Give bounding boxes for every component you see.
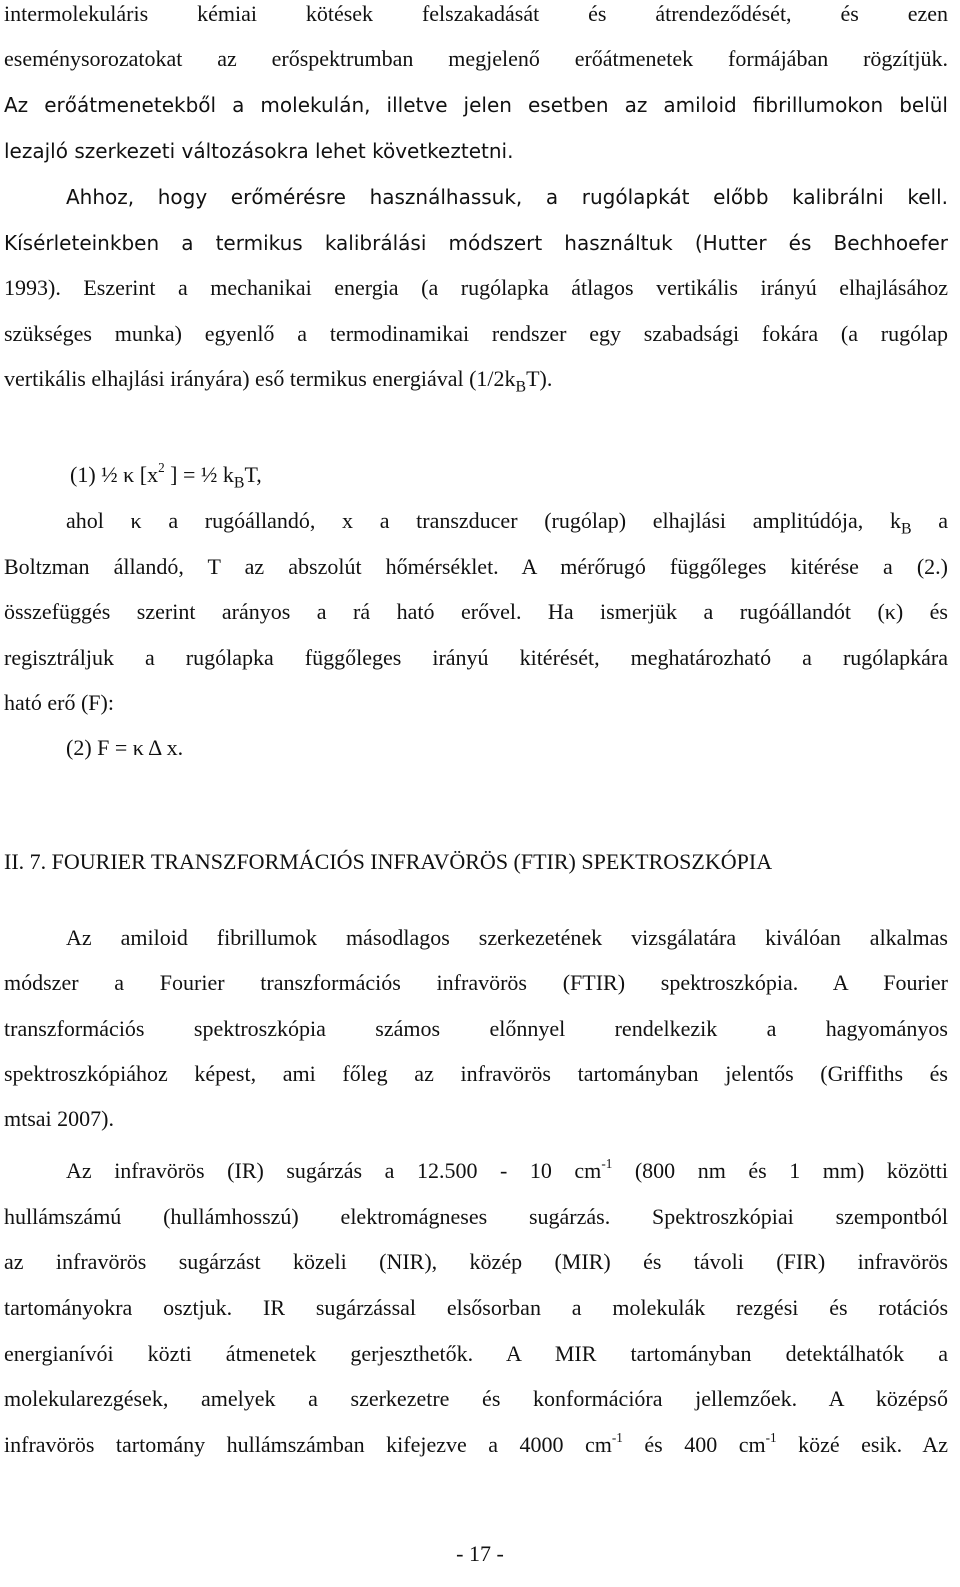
text-line: ahol κ a rugóállandó, x a transzducer (rugólap) elhajlási amplitúdója, $k_B$ a <box>66 508 948 538</box>
text-line: eseménysorozatokat az erőspektrumban megjelenő erőátmenetek formájában rögzítjük. <box>4 46 948 71</box>
text-line: Az erőátmenetekből a molekulán, illetve jelen esetben az amiloid fibrillumokon belül <box>4 93 948 117</box>
text-line: Kísérleteinkben a termikus kalibrálási módszert használtuk (Hutter és Bechhoefer <box>4 231 948 255</box>
text-line: ható erő (F): <box>4 690 114 715</box>
text-line: összefüggés szerint arányos a rá ható erővel. Ha ismerjük a rugóállandót (κ) és <box>4 599 948 624</box>
text-line: hullámszámú (hullámhosszú) elektromágneses sugárzás. Spektroszkópiai szempontból <box>4 1204 948 1229</box>
equation-2: (2) F = κ Δ x. <box>66 735 184 760</box>
equation-1: (1) ½ κ [$x^2$ ] = ½ $k_BT$, <box>70 459 262 492</box>
text-line: regisztráljuk a rugólapka függőleges irányú kitérését, meghatározható a rugólapkára <box>4 645 948 670</box>
text-line: vertikális elhajlási irányára) eső termikus energiával $(1/2k_BT)$. <box>4 366 553 396</box>
text-line: szükséges munka) egyenlő a termodinamikai rendszer egy szabadsági fokára (a rugólap <box>4 321 948 346</box>
text-line: mtsai 2007). <box>4 1106 114 1131</box>
text-line: molekularezgések, amelyek a szerkezetre és konformációra jellemzőek. A középső <box>4 1386 948 1411</box>
text-line: Az infravörös (IR) sugárzás a 12.500 - 10 $cm^{-1}$ (800 nm és 1 mm) közötti <box>66 1155 949 1183</box>
text-line: energianívói közti átmenetek gerjeszthetők. A MIR tartományban detektálhatók a <box>4 1341 948 1366</box>
text-line: lezajló szerkezeti változásokra lehet következtetni. <box>4 139 514 163</box>
text-line: módszer a Fourier transzformációs infravörös (FTIR) spektroszkópia. A Fourier <box>4 970 948 995</box>
text-line: Boltzman állandó, T az abszolút hőmérséklet. A mérőrugó függőleges kitérése a (2.) <box>4 554 948 579</box>
text-line: intermolekuláris kémiai kötések felszakadását és átrendeződését, és ezen <box>4 1 948 26</box>
text-line: Ahhoz, hogy erőmérésre használhassuk, a rugólapkát előbb kalibrálni kell. <box>66 185 948 209</box>
text-line: infravörös tartomány hullámszámban kifejezve a 4000 $cm^{-1}$ és 400 $cm^{-1}$ közé esik. Az <box>4 1429 949 1457</box>
text-line: Az amiloid fibrillumok másodlagos szerkezetének vizsgálatára kiválóan alkalmas <box>66 925 948 950</box>
section-heading: II. 7. FOURIER TRANSZFORMÁCIÓS INFRAVÖRÖS (FTIR) SPEKTROSZKÓPIA <box>4 849 773 874</box>
text-line: 1993). Eszerint a mechanikai energia (a rugólapka átlagos vertikális irányú elhajlásához <box>4 275 948 300</box>
text-line: tartományokra osztjuk. IR sugárzással elsősorban a molekulák rezgési és rotációs <box>4 1295 948 1320</box>
text-line: az infravörös sugárzást közeli (NIR), közép (MIR) és távoli (FIR) infravörös <box>4 1249 948 1274</box>
page-number: - 17 - <box>456 1541 504 1566</box>
text-line: transzformációs spektroszkópia számos előnnyel rendelkezik a hagyományos <box>4 1016 948 1041</box>
text-line: spektroszkópiához képest, ami főleg az infravörös tartományban jelentős (Griffiths és <box>4 1061 948 1086</box>
